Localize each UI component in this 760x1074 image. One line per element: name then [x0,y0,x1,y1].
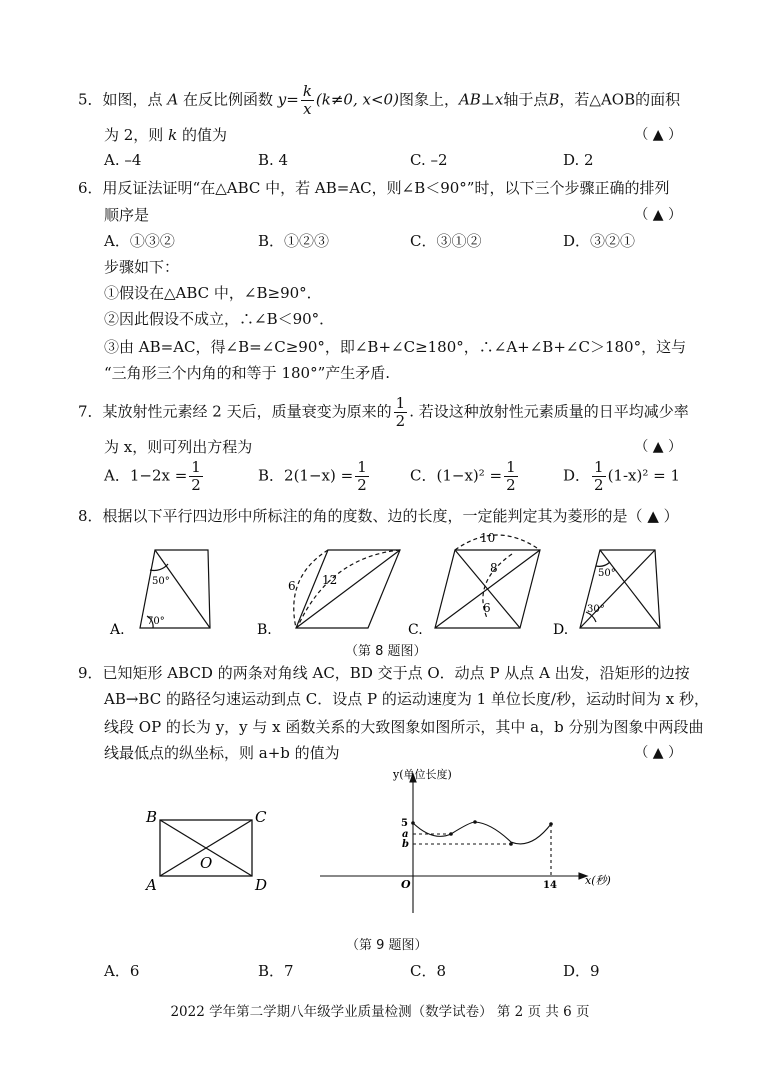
q8-a-angle-70: 70° [147,616,165,627]
q9-line3: 线段 OP 的长为 y，y 与 x 函数关系的大致图象如图所示，其中 a，b 分别为图象中两段曲 [104,718,704,736]
q6-option-a: A．①③② [104,232,175,250]
q5-line2: 为 2，则 k 的值为 [104,126,227,144]
q6-line1: 6．用反证法证明“在△ABC 中，若 AB=AC，则∠B＜90°”时，以下三个步骤正确的排列 [78,179,670,197]
q5-option-d: D. 2 [563,151,594,169]
q8-label-d: D. [553,622,569,638]
q7-line2: 为 x，则可列出方程为 [104,438,253,456]
q8-figures [100,532,680,642]
q9-graph [315,768,625,918]
q6-option-b: B．①②③ [258,232,330,250]
q9-graph-xlabel: x(秒) [585,874,611,887]
q5-option-b: B. 4 [258,151,289,169]
q6-steps-title: 步骤如下： [104,258,180,276]
q5-line1: 5．如图，点 A 在反比例函数 y= $\frac{k}{x}$ (k≠0, x<0)图象上，AB⊥x轴于点B，若△AOB的面积 [78,82,681,118]
q6-step-3: ③由 AB=AC，得∠B=∠C≥90°，即∠B+∠C≥180°，∴∠A+∠B+∠C＞180°，这与 [104,338,687,356]
q9-label-c: C [255,808,267,826]
q5-option-a: A. –4 [104,151,142,169]
q9-graph-ylabel: y(单位长度) [393,768,452,781]
q9-option-c: C．8 [410,962,447,980]
q5-answer-mark: （ ▲ ） [634,127,682,143]
q7-option-b: B．2(1−x) = $\frac{1}{2}$ [258,458,367,494]
q7-half-fraction: $\frac{1}{2}$ [395,394,406,430]
q8-c-length-6: 6 [483,601,491,615]
q8-a-angle-50: 50° [152,576,170,587]
q7-option-c: C．(1−x)² = $\frac{1}{2}$ [410,458,516,494]
q7-line1: 7．某放射性元素经 2 天后，质量衰变为原来的 $\frac{1}{2}$ . 若设这种放射性元素质量的日平均减少率 [78,394,689,430]
q8-caption: （第 8 题图） [345,644,427,659]
q6-step-1: ①假设在△ABC 中，∠B≥90°． [104,284,322,302]
q6-step-3b: “三角形三个内角的和等于 180°”产生矛盾. [104,364,391,382]
q9-graph-ytick-5: 5 [401,818,408,829]
q9-line2: AB→BC 的路径匀速运动到点 C．设点 P 的运动速度为 1 单位长度/秒，运动时间为 x 秒， [104,690,709,708]
q9-label-a: A [146,876,157,894]
q8-d-angle-30: 30° [587,604,605,615]
q9-line1: 9．已知矩形 ABCD 的两条对角线 AC，BD 交于点 O．动点 P 从点 A 出发，沿矩形的边按 [78,664,690,682]
q8-label-a: A. [110,622,125,638]
q9-label-o: O [200,854,213,872]
q9-answer-mark: （ ▲ ） [634,745,682,761]
q5-option-c: C. –2 [410,151,448,169]
q6-step-2: ②因此假设不成立，∴∠B＜90°． [104,310,335,328]
q8-d-angle-50: 50° [598,568,616,579]
q9-option-d: D．9 [563,962,600,980]
q8-b-length-6: 6 [288,579,296,593]
q9-graph-origin: O [401,878,411,891]
q9-graph-xtick-14: 14 [543,880,557,891]
q9-graph-ytick-a: a [402,829,409,840]
q6-option-d: D．③②① [563,232,636,250]
q8-figure-d [580,550,660,628]
q8-line1: 8．根据以下平行四边形中所标注的角的度数、边的长度，一定能判定其为菱形的是（ ▲ ） [78,507,679,525]
q6-answer-mark: （ ▲ ） [634,207,682,223]
q9-option-a: A．6 [104,962,140,980]
q8-figure-b [294,550,400,628]
q8-b-length-12: 12 [322,573,338,587]
q9-label-d: D [255,876,268,894]
q7-option-a: A．1−2x = $\frac{1}{2}$ [104,458,201,494]
q7-answer-mark: （ ▲ ） [634,439,682,455]
q8-c-length-8: 8 [490,561,498,575]
q7-option-d: D． $\frac{1}{2}$ (1-x)² = 1 [563,458,681,494]
q5-fraction: $\frac{k}{x}$ [302,82,312,118]
q8-label-b: B. [257,622,272,638]
q9-option-b: B．7 [258,962,294,980]
q6-line2: 顺序是 [104,206,150,224]
q9-line4: 线最低点的纵坐标，则 a+b 的值为 [104,744,340,762]
q9-caption: （第 9 题图） [346,938,428,953]
q9-graph-ytick-b: b [402,839,409,850]
q9-label-b: B [146,808,158,826]
page-footer: 2022 学年第二学期八年级学业质量检测（数学试卷） 第 2 页 共 6 页 [170,1004,590,1020]
q6-option-c: C．③①② [410,232,482,250]
q9-rectangle-figure [140,806,280,896]
q8-c-length-10: 10 [480,532,496,545]
q8-label-c: C. [408,622,423,638]
